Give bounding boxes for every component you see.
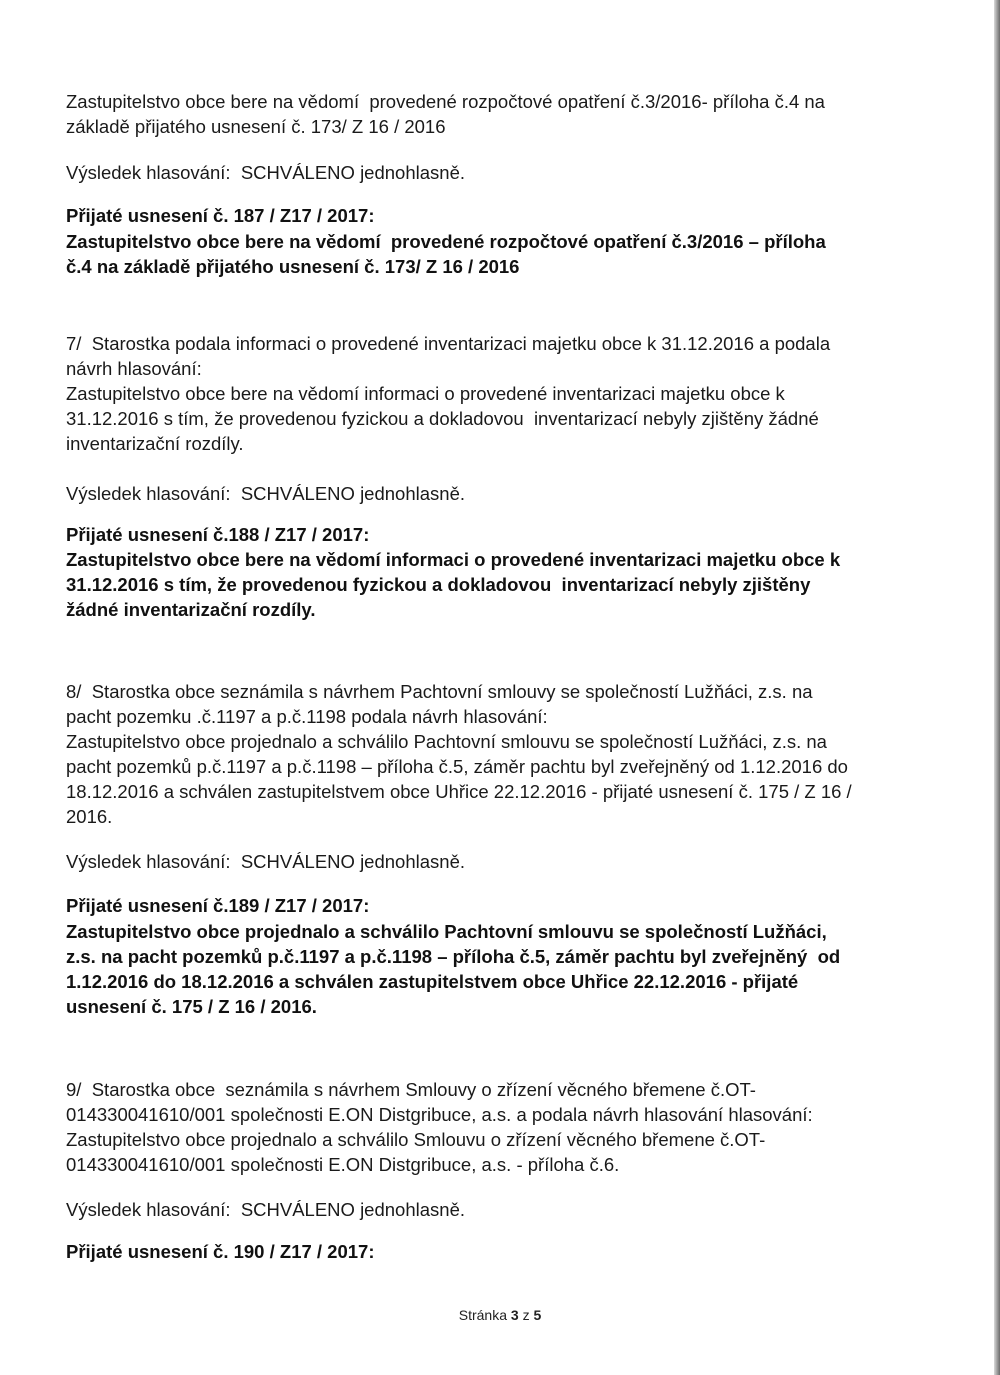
resolution-188-text: Zastupitelstvo obce bere na vědomí informaci o provedené inventarizaci majetku obce k 31.12.2016 s tím, že provedenou fyzickou a dokladovou inventarizací nebyly zjištěny žádné inventarizační rozdíly. [66,549,841,620]
resolution-189-text: Zastupitelstvo obce projednalo a schválilo Pachtovní smlouvu se společností Lužňáci, z.s. na pacht pozemků p.č.1197 a p.č.1198 – příloha č.5, záměr pachtu byl zveřejněný od 1.12.2016 do 18.12.2016 a schválen zastupitelstvem obce Uhřice 22.12.2016 - přijaté usnesení č. 175 / Z 16 / 2016. [66,921,841,1017]
vote-result: Výsledek hlasování: SCHVÁLENO jednohlasně. [66,851,465,872]
agenda-item-9: 9/ Starostka obce seznámila s návrhem Smlouvy o zřízení věcného břemene č.OT- 014330041610/001 společnosti E.ON Distgribuce, a.s. a podala návrh hlasování hlasování: Zastupitelstvo obce projednalo a schválilo Smlouvu o zřízení věcného břemene č.OT- 014330041610/001 společnosti E.ON Distgribuce, a.s. - příloha č.6. [66,1079,813,1175]
vote-result: Výsledek hlasování: SCHVÁLENO jednohlasně. [66,1199,465,1220]
page-label: Stránka [458,1307,507,1323]
page-separator: z [522,1307,530,1323]
resolution-187-heading: Přijaté usnesení č. 187 / Z17 / 2017: [66,205,375,226]
agenda-item-7: 7/ Starostka podala informaci o provedené inventarizaci majetku obce k 31.12.2016 a podala návrh hlasování: Zastupitelstvo obce bere na vědomí informaci o provedené inventarizaci majetku obce k 31.12.2016 s tím, že provedenou fyzickou a dokladovou inventarizací nebyly zjištěny žádné inventarizační rozdíly. [66,333,831,454]
current-page-number: 3 [510,1307,519,1323]
total-pages-number: 5 [533,1307,542,1323]
resolution-189-heading: Přijaté usnesení č.189 / Z17 / 2017: [66,895,370,916]
paragraph-budget-measure: Zastupitelstvo obce bere na vědomí provedené rozpočtové opatření č.3/2016- příloha č.4 na základě přijatého usnesení č. 173/ Z 16 / 2016 [66,91,825,137]
vote-result: Výsledek hlasování: SCHVÁLENO jednohlasně. [66,162,465,183]
resolution-190-heading: Přijaté usnesení č. 190 / Z17 / 2017: [66,1241,375,1262]
resolution-187-text: Zastupitelstvo obce bere na vědomí provedené rozpočtové opatření č.3/2016 – příloha č.4 na základě přijatého usnesení č. 173/ Z 16 / 2016 [66,231,826,277]
vote-result: Výsledek hlasování: SCHVÁLENO jednohlasně. [66,483,465,504]
resolution-188-heading: Přijaté usnesení č.188 / Z17 / 2017: [66,524,370,545]
scan-edge-shadow [994,0,1000,1375]
page-number-footer [0,1307,1000,1323]
agenda-item-8: 8/ Starostka obce seznámila s návrhem Pachtovní smlouvy se společností Lužňáci, z.s. na pacht pozemku .č.1197 a p.č.1198 podala návrh hlasování: Zastupitelstvo obce projednalo a schválilo Pachtovní smlouvu se společností Lužňáci, z.s. na pacht pozemků p.č.1197 a p.č.1198 – příloha č.5, záměr pachtu byl zveřejněný od 1.12.2016 do 18.12.2016 a schválen zastupitelstvem obce Uhřice 22.12.2016 - přijaté usnesení č. 175 / Z 16 / 2016. [66,681,852,827]
